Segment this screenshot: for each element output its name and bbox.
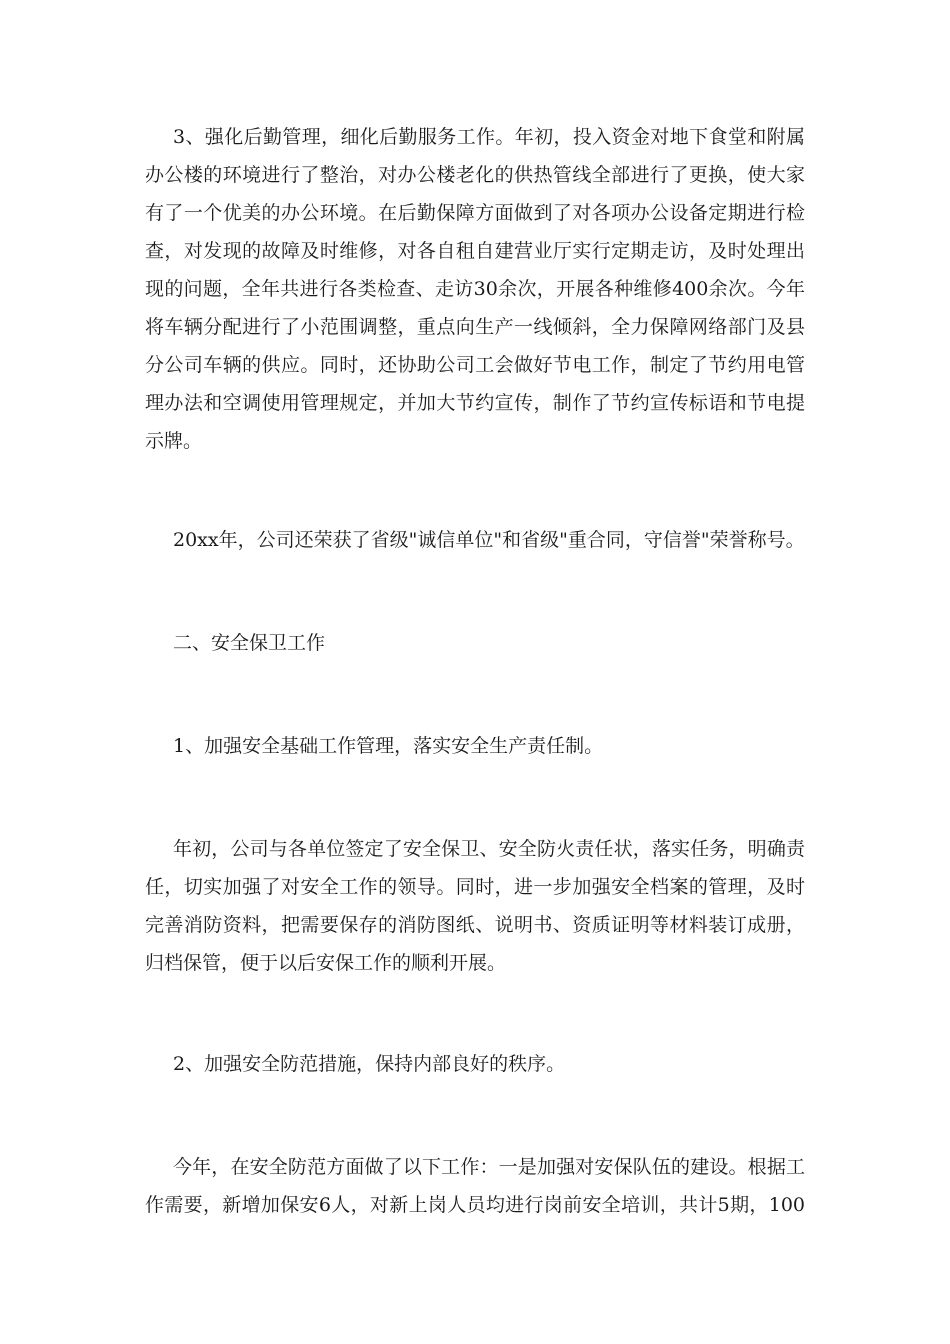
text-line: 有了一个优美的办公环境。在后勤保障方面做到了对各项办公设备定期进行检 <box>145 202 805 224</box>
text-line: 办公楼的环境进行了整治，对办公楼老化的供热管线全部进行了更换，使大家 <box>145 164 805 186</box>
paragraph-security-responsibility <box>145 830 805 982</box>
text-line: 20xx年，公司还荣获了省级"诚信单位"和省级"重合同，守信誉"荣誉称号。 <box>173 529 805 551</box>
text-line: 今年，在安全防范方面做了以下工作：一是加强对安保队伍的建设。根据工 <box>173 1156 805 1178</box>
paragraph-logistics <box>145 118 805 460</box>
text-line: 理办法和空调使用管理规定，并加大节约宣传，制作了节约宣传标语和节电提 <box>145 392 805 414</box>
text-line: 作需要，新增加保安6人，对新上岗人员均进行岗前安全培训，共计5期，100 <box>145 1194 805 1216</box>
text-line: 任，切实加强了对安全工作的领导。同时，进一步加强安全档案的管理，及时 <box>145 876 805 898</box>
text-line: 归档保管，便于以后安保工作的顺利开展。 <box>145 952 507 974</box>
paragraph-security-work <box>145 1148 805 1224</box>
heading-text: 1、加强安全基础工作管理，落实安全生产责任制。 <box>173 735 604 757</box>
text-line: 完善消防资料，把需要保存的消防图纸、说明书、资质证明等材料装订成册， <box>145 914 805 936</box>
text-line: 年初，公司与各单位签定了安全保卫、安全防火责任状，落实任务，明确责 <box>173 838 805 860</box>
subheading-security-foundation <box>145 727 805 765</box>
text-line: 查，对发现的故障及时维修，对各自租自建营业厅实行定期走访，及时处理出 <box>145 240 805 262</box>
text-line: 示牌。 <box>145 430 203 452</box>
section-heading-security <box>145 624 805 662</box>
heading-text: 二、安全保卫工作 <box>173 632 326 654</box>
text-line: 3、强化后勤管理，细化后勤服务工作。年初，投入资金对地下食堂和附属 <box>173 126 805 148</box>
paragraph-honor <box>145 521 805 559</box>
text-line: 分公司车辆的供应。同时，还协助公司工会做好节电工作，制定了节约用电管 <box>145 354 805 376</box>
heading-text: 2、加强安全防范措施，保持内部良好的秩序。 <box>173 1053 566 1075</box>
text-line: 将车辆分配进行了小范围调整，重点向生产一线倾斜，全力保障网络部门及县 <box>145 316 805 338</box>
text-line: 现的问题，全年共进行各类检查、走访30余次，开展各种维修400余次。今年 <box>145 278 805 300</box>
subheading-security-measures <box>145 1045 805 1083</box>
